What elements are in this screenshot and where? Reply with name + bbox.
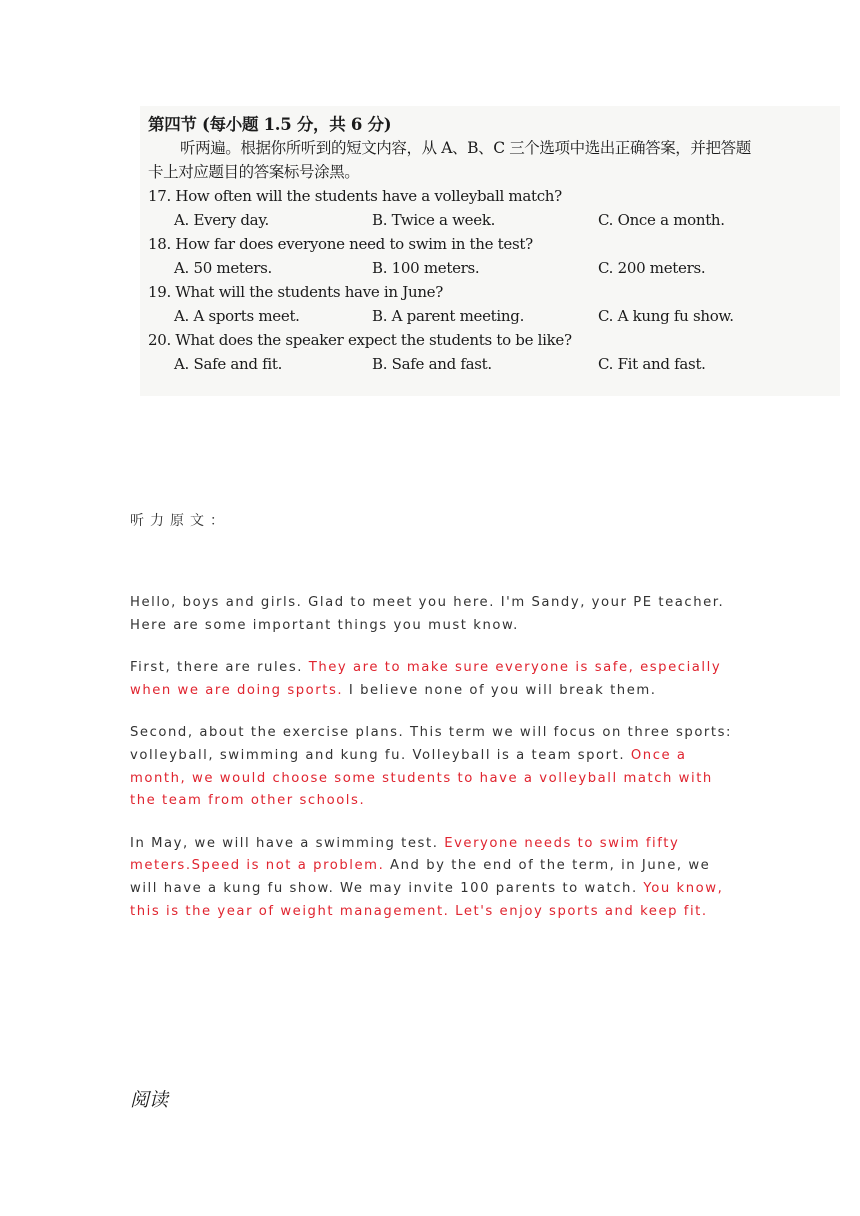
transcript-heading: 听力原文： (130, 513, 230, 529)
highlighted-text: Everyone needs to swim fifty meters.Speed is not a problem. (130, 835, 680, 874)
options (148, 304, 840, 328)
option-a: A. Every day. (174, 211, 269, 229)
transcript-paragraph-1: Hello, boys and girls. Glad to meet you here. I'm Sandy, your PE teacher. Here are some important things you must know. (130, 595, 725, 633)
transcript-paragraph-2 (130, 657, 740, 702)
question-text: 17. How often will the students have a volleyball match? (148, 187, 562, 205)
option-c: C. 200 meters. (598, 259, 706, 277)
highlighted-text: Once a month, we would choose some students to have a volleyball match with the team from other schools. (130, 747, 713, 809)
option-c: C. Fit and fast. (598, 355, 706, 373)
highlighted-text: They are to make sure everyone is safe, especially when we are doing sports. (130, 660, 722, 698)
section-title: 第四节 (每小题 1.5 分，共 6 分) (148, 115, 392, 134)
question-20 (148, 328, 840, 376)
text-run: In May, we will have a swimming test. (130, 835, 445, 851)
question-17 (148, 184, 840, 232)
question-text: 19. What will the students have in June? (148, 283, 443, 301)
question-text: 20. What does the speaker expect the students to be like? (148, 331, 572, 349)
option-a: A. 50 meters. (174, 259, 272, 277)
transcript-body (130, 592, 740, 943)
exam-scan-image (140, 106, 840, 396)
text-run: Second, about the exercise plans. This term we will focus on three sports: volleyball, swimming and kung fu. Volleyball is a team sport. (130, 725, 733, 763)
options (148, 256, 840, 280)
question-text: 18. How far does everyone need to swim in the test? (148, 235, 533, 253)
text-run: I believe none of you will break them. (343, 682, 657, 698)
transcript-paragraph-4 (130, 833, 740, 923)
text-run: And by the end of the term, in June, we will have a kung fu show. We may invite 100 parents to watch. (130, 858, 711, 896)
transcript-paragraph-3 (130, 722, 740, 812)
instructions (148, 136, 840, 184)
options (148, 352, 840, 376)
reading-heading: 阅读 (130, 1089, 169, 1111)
option-b: B. 100 meters. (372, 259, 480, 277)
question-19 (148, 280, 840, 328)
text-run: First, there are rules. (130, 660, 309, 676)
option-b: B. Twice a week. (372, 211, 496, 229)
option-c: C. A kung fu show. (598, 307, 734, 325)
option-a: A. A sports meet. (174, 307, 300, 325)
highlighted-text: You know, this is the year of weight management. Let's enjoy sports and keep fit. (130, 880, 724, 919)
option-b: B. A parent meeting. (372, 307, 525, 325)
option-a: A. Safe and fit. (174, 355, 283, 373)
question-18 (148, 232, 840, 280)
option-c: C. Once a month. (598, 211, 725, 229)
options (148, 208, 840, 232)
instruction-line-2: 卡上对应题目的答案标号涂黑。 (148, 163, 360, 181)
option-b: B. Safe and fast. (372, 355, 492, 373)
instruction-line-1: 听两遍。根据你所听到的短文内容，从 A、B、C 三个选项中选出正确答案，并把答题 (180, 139, 751, 157)
